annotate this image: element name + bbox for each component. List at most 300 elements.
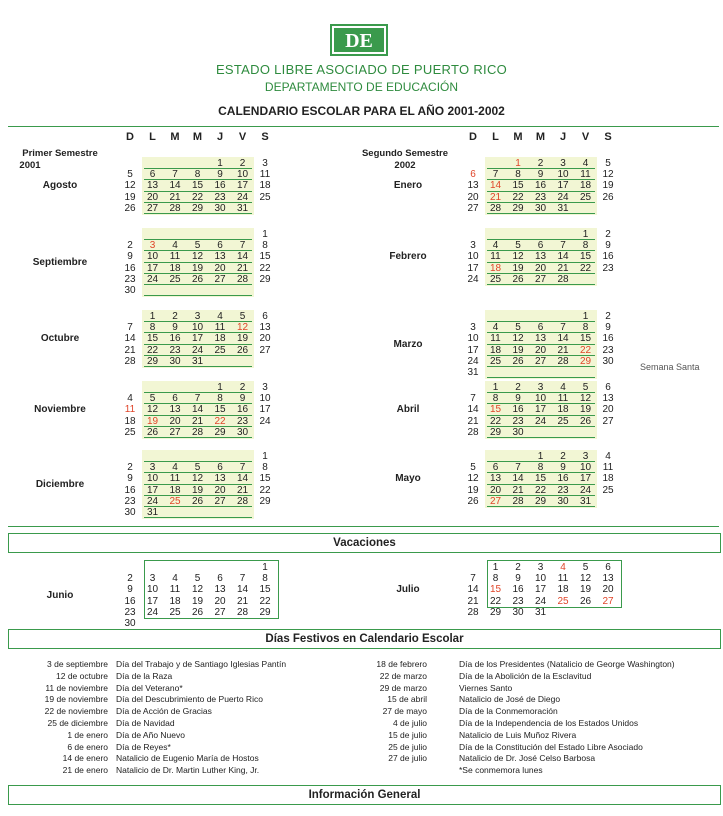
month-name: Septiembre: [32, 256, 88, 268]
holiday-name: Natalicio de Dr. Martin Luther King, Jr.: [116, 765, 260, 776]
holiday-date: 12 de octubre: [56, 670, 108, 681]
calendar-day: 9: [127, 584, 133, 596]
calendar-day: 20: [602, 584, 614, 596]
week-line: [487, 403, 596, 404]
calendar-day: 1: [582, 311, 589, 322]
calendar-day: 7: [239, 462, 246, 474]
calendar-day: 11: [169, 473, 181, 485]
calendar-day: 26: [579, 595, 592, 607]
calendar-day: 27: [489, 495, 502, 507]
calendar-day: 15: [489, 404, 502, 416]
week-line: [144, 484, 253, 485]
calendar-day: 2: [515, 562, 521, 573]
calendar-day: 30: [124, 507, 136, 518]
holiday-date: 29 de marzo: [379, 682, 427, 693]
calendar-day: 12: [579, 573, 592, 585]
calendar-day: 23: [602, 262, 614, 274]
calendar-day: 31: [146, 507, 159, 518]
calendar-day: 22: [489, 415, 502, 427]
calendar-day: 6: [217, 240, 223, 252]
calendar-day: 6: [262, 311, 268, 322]
calendar-day: 1: [515, 158, 521, 169]
calendar-day: 9: [605, 322, 611, 334]
calendar-day: 17: [534, 584, 547, 596]
calendar-day: 11: [169, 251, 181, 263]
calendar-day: 15: [259, 584, 271, 596]
calendar-day: 2: [239, 382, 246, 393]
calendar-day: 25: [579, 191, 592, 203]
calendar-day: 16: [512, 404, 524, 416]
calendar-day: 29: [259, 606, 271, 618]
calendar-day: 19: [579, 584, 592, 596]
holiday-name: Día de los Presidentes (Natalicio de George Washington): [459, 659, 675, 669]
holiday-name: Natalicio de José de Diego: [459, 694, 561, 705]
calendar-day: 1: [149, 311, 156, 322]
calendar-day: 22: [579, 262, 592, 274]
calendar-day: 10: [191, 322, 204, 334]
calendar-day: 20: [169, 415, 181, 427]
holiday-name: *Se conmemora lunes: [459, 765, 543, 776]
calendar-day: 11: [169, 584, 181, 596]
week-line: [144, 250, 253, 251]
calendar-day: 1: [537, 451, 544, 462]
calendar-day: 17: [259, 404, 271, 416]
calendar-day: 21: [467, 595, 479, 607]
calendar-day: 19: [467, 484, 479, 496]
calendar-day: 7: [239, 240, 246, 252]
calendar-day: 30: [124, 618, 136, 629]
calendar-day: 19: [579, 404, 592, 416]
calendar-day: 10: [146, 584, 159, 596]
month-name: Julio: [396, 584, 420, 595]
calendar-day: 27: [259, 344, 271, 356]
calendar-day: 8: [515, 169, 521, 181]
weekday-label: J: [216, 131, 224, 143]
calendar-day: 18: [124, 415, 136, 427]
week-line: [144, 506, 253, 507]
calendar-day: 5: [127, 169, 133, 181]
week-line: [144, 168, 253, 169]
calendar-day: 22: [579, 344, 592, 356]
week-line: [487, 495, 596, 496]
holiday-date: 3 de septiembre: [47, 659, 108, 669]
calendar-day: 29: [259, 495, 271, 507]
first-semester-label: Primer Semestre: [22, 148, 98, 159]
calendar-day: 29: [579, 355, 592, 367]
calendar-day: 30: [512, 426, 524, 438]
calendar-day: 27: [146, 202, 159, 214]
calendar-day: 10: [146, 251, 159, 263]
holiday-name: Día de la Raza: [116, 670, 173, 681]
calendar-day: 14: [467, 584, 479, 596]
weekday-label: J: [559, 131, 567, 143]
calendar-day: 12: [191, 584, 204, 596]
week-line: [487, 415, 596, 416]
calendar-day: 20: [467, 191, 479, 203]
calendar-day: 24: [236, 191, 249, 203]
calendar-day: 13: [467, 180, 479, 192]
calendar-day: 8: [492, 573, 499, 585]
weekday-label: S: [604, 131, 612, 143]
holiday-date: 25 de diciembre: [47, 718, 108, 728]
month-name: Diciembre: [35, 478, 85, 490]
calendar-day: 6: [172, 393, 178, 405]
calendar-day: 30: [534, 202, 547, 214]
calendar-day: 31: [557, 202, 569, 214]
calendar-day: 12: [191, 251, 204, 263]
calendar-day: 24: [191, 344, 204, 356]
calendar-day: 20: [602, 404, 614, 416]
calendar-day: 15: [214, 404, 226, 416]
calendar-day: 26: [191, 273, 204, 285]
calendar-day: 30: [602, 355, 614, 367]
calendar-day: 19: [191, 595, 204, 607]
calendar-day: 28: [489, 202, 502, 214]
info-section-header: [8, 785, 721, 805]
calendar-day: 18: [557, 584, 569, 596]
calendar-day: 1: [582, 229, 589, 240]
calendar-day: 28: [169, 202, 181, 214]
calendar-day: 28: [124, 355, 136, 367]
holiday-date: 18 de febrero: [376, 659, 427, 669]
week-line: [487, 179, 596, 180]
calendar-day: 26: [146, 426, 159, 438]
calendar-day: 17: [146, 262, 159, 274]
calendar-title: CALENDARIO ESCOLAR PARA EL AÑO 2001-2002: [218, 104, 505, 118]
calendar-day: 24: [146, 606, 159, 618]
week-line: [487, 484, 596, 485]
calendar-day: 28: [467, 426, 479, 438]
calendar-day: 9: [560, 462, 566, 474]
calendar-day: 6: [605, 382, 611, 393]
calendar-bottom-divider: [8, 526, 719, 527]
calendar-day: 14: [557, 333, 569, 345]
calendar-day: 16: [557, 473, 569, 485]
calendar-day: 7: [515, 462, 521, 474]
calendar-day: 6: [537, 240, 544, 252]
weekday-label: M: [535, 131, 546, 143]
calendar-day: 4: [217, 311, 223, 322]
holiday-name: Natalicio de Luis Muñoz Rivera: [459, 729, 577, 740]
calendar-day: 23: [557, 484, 569, 496]
holiday-date: 21 de enero: [62, 765, 108, 776]
holiday-name: Día de la Abolición de la Esclavitud: [459, 670, 592, 681]
calendar-day: 5: [194, 240, 201, 252]
calendar-day: 1: [262, 451, 268, 462]
calendar-day: 21: [169, 191, 181, 203]
calendar-day: 25: [557, 595, 569, 607]
holiday-date: 6 de enero: [67, 741, 108, 752]
holiday-name: Día de Año Nuevo: [116, 729, 185, 740]
calendar-day: 2: [172, 311, 178, 322]
festivos-section-header: [8, 629, 721, 649]
month-name: Enero: [393, 180, 423, 191]
calendar-day: 28: [236, 606, 249, 618]
holiday-name: Día de la Constitución del Estado Libre Asociado: [459, 741, 643, 752]
calendar-day: 17: [467, 344, 479, 356]
calendar-day: 4: [560, 562, 566, 573]
calendar-day: 27: [169, 426, 181, 438]
calendar-day: 13: [214, 473, 226, 485]
calendar-day: 16: [124, 595, 136, 607]
calendar-day: 12: [602, 169, 614, 181]
vacaciones-section-header: [8, 533, 721, 553]
calendar-day: 22: [534, 484, 547, 496]
calendar-day: 24: [534, 415, 547, 427]
week-line: [144, 472, 253, 473]
calendar-day: 14: [557, 251, 569, 263]
holiday-name: Día de Navidad: [116, 718, 175, 728]
calendar-day: 26: [467, 495, 479, 507]
calendar-day: 4: [605, 451, 611, 462]
calendar-day: 14: [489, 180, 502, 192]
calendar-day: 25: [124, 426, 136, 438]
calendar-day: 3: [470, 322, 476, 334]
calendar-day: 10: [146, 473, 159, 485]
week-line: [144, 321, 253, 322]
week-line: [144, 517, 253, 518]
week-line: [487, 332, 596, 333]
week-line: [487, 506, 596, 507]
calendar-day: 14: [236, 584, 249, 596]
calendar-day: 7: [560, 322, 566, 334]
logo-letters: DE: [345, 30, 373, 52]
calendar-day: 17: [534, 404, 547, 416]
weekday-label: M: [513, 131, 523, 143]
calendar-day: 1: [262, 562, 268, 573]
calendar-day: 13: [214, 251, 226, 263]
calendar-day: 4: [172, 462, 178, 474]
week-line: [487, 377, 596, 378]
calendar-day: 11: [214, 322, 226, 334]
calendar-day: 3: [560, 158, 566, 169]
calendar-day: 2: [515, 382, 521, 393]
calendar-day: 4: [172, 240, 178, 252]
calendar-day: 11: [124, 404, 136, 416]
calendar-day: 22: [191, 191, 204, 203]
calendar-day: 6: [217, 462, 223, 474]
calendar-day: 11: [259, 169, 271, 181]
holiday-name: Día de la Conmemoración: [459, 706, 558, 717]
calendar-day: 5: [149, 393, 156, 405]
calendar-day: 7: [127, 322, 133, 334]
holiday-name: Día del Descubrimiento de Puerto Rico: [116, 694, 263, 705]
calendar-day: 27: [214, 273, 226, 285]
calendar-day: 5: [515, 322, 521, 334]
calendar-day: 24: [534, 595, 547, 607]
holiday-name: Día de la Independencia de los Estados Unidos: [459, 718, 639, 728]
calendar-day: 8: [262, 573, 268, 585]
calendar-day: 6: [149, 169, 156, 181]
calendar-day: 10: [534, 393, 547, 405]
calendar-day: 25: [214, 344, 226, 356]
calendar-day: 5: [605, 158, 611, 169]
calendar-day: 8: [217, 393, 223, 405]
calendar-day: 25: [259, 191, 271, 203]
week-line: [487, 191, 596, 192]
calendar-day: 9: [537, 169, 544, 181]
calendar-day: 23: [124, 495, 136, 507]
holiday-date: 25 de julio: [388, 741, 427, 752]
calendar-day: 29: [191, 202, 204, 214]
calendar-day: 8: [582, 322, 589, 334]
calendar-day: 19: [191, 262, 204, 274]
week-line: [144, 179, 253, 180]
calendar-day: 1: [492, 562, 499, 573]
calendar-day: 29: [214, 426, 226, 438]
calendar-day: 9: [172, 322, 178, 334]
calendar-day: 22: [146, 344, 159, 356]
calendar-day: 13: [489, 473, 502, 485]
calendar-day: 23: [124, 273, 136, 285]
calendar-day: 6: [492, 462, 499, 474]
calendar-day: 18: [489, 344, 502, 356]
week-line: [144, 461, 253, 462]
holiday-date: 4 de julio: [392, 718, 427, 728]
calendar-day: 16: [124, 262, 136, 274]
calendar-day: 21: [512, 484, 524, 496]
weekday-label: S: [261, 131, 269, 143]
holiday-name: Día de Acción de Gracias: [116, 706, 212, 717]
calendar-day: 21: [467, 415, 479, 427]
week-line: [487, 392, 596, 393]
calendar-day: 13: [602, 393, 614, 405]
vacaciones-title: Vacaciones: [333, 537, 396, 549]
calendar-day: 5: [239, 311, 246, 322]
week-line: [487, 426, 596, 427]
calendar-day: 22: [259, 484, 271, 496]
calendar-day: 8: [262, 462, 268, 474]
calendar-day: 13: [214, 584, 226, 596]
calendar-day: 17: [146, 595, 159, 607]
calendar-day: 11: [557, 393, 569, 405]
calendar-day: 10: [259, 393, 271, 405]
month-name: Noviembre: [34, 404, 86, 415]
calendar-day: 29: [512, 202, 524, 214]
calendar-day: 28: [467, 606, 479, 618]
weekday-label: V: [581, 131, 590, 143]
second-semester-label: Segundo Semestre: [361, 148, 449, 159]
calendar-day: 18: [214, 333, 226, 345]
calendar-day: 23: [534, 191, 547, 203]
calendar-day: 24: [467, 273, 479, 285]
calendar-day: 20: [214, 595, 226, 607]
calendar-day: 21: [236, 484, 249, 496]
week-line: [487, 202, 596, 203]
calendar-day: 21: [557, 344, 569, 356]
calendar-day: 26: [191, 606, 204, 618]
week-line: [487, 472, 596, 473]
calendar-day: 7: [470, 573, 476, 585]
holiday-name: Día de Reyes*: [116, 741, 171, 752]
week-line: [487, 168, 596, 169]
week-line: [144, 426, 253, 427]
calendar-day: 4: [127, 393, 133, 405]
calendar-day: 7: [239, 573, 246, 585]
calendar-day: 26: [124, 202, 136, 214]
calendar-day: 16: [236, 404, 249, 416]
calendar-day: 13: [146, 180, 159, 192]
week-line: [144, 239, 253, 240]
calendar-day: 28: [236, 273, 249, 285]
calendar-day: 1: [262, 229, 268, 240]
calendar-day: 18: [259, 180, 271, 192]
weekday-label: D: [469, 131, 477, 143]
calendar-day: 8: [537, 462, 544, 474]
holiday-name: Día del Veterano*: [116, 682, 183, 693]
calendar-day: 30: [557, 495, 569, 507]
calendar-day: 20: [259, 333, 271, 345]
calendar-day: 30: [512, 606, 524, 618]
calendar-day: 2: [537, 158, 544, 169]
calendar-day: 15: [191, 180, 204, 192]
week-line: [487, 437, 596, 438]
calendar-day: 27: [534, 355, 547, 367]
calendar-day: 10: [467, 251, 479, 263]
calendar-day: 16: [124, 484, 136, 496]
calendar-day: 25: [169, 273, 181, 285]
calendar-day: 26: [602, 191, 614, 203]
calendar-day: 2: [560, 451, 566, 462]
calendar-day: 30: [169, 355, 181, 367]
calendar-day: 16: [534, 180, 547, 192]
semana-santa-label: Semana Santa: [640, 362, 700, 372]
calendar-day: 18: [169, 262, 181, 274]
holiday-date: 22 de marzo: [379, 670, 427, 681]
weekday-label: D: [126, 131, 134, 143]
calendar-day: 15: [489, 584, 502, 596]
calendar-day: 31: [467, 367, 479, 378]
month-name: Agosto: [42, 180, 78, 191]
calendar-day: 9: [127, 251, 133, 263]
calendar-day: 3: [262, 158, 268, 169]
month-name: Octubre: [40, 333, 80, 344]
week-line: [144, 273, 253, 274]
calendar-day: 11: [580, 169, 591, 181]
calendar-day: 13: [259, 322, 271, 334]
calendar-day: 27: [467, 202, 479, 214]
calendar-day: 26: [579, 415, 592, 427]
week-line: [144, 437, 253, 438]
calendar-day: 9: [217, 169, 223, 181]
calendar-day: 12: [146, 404, 159, 416]
calendar-day: 28: [557, 273, 569, 285]
calendar-day: 28: [512, 495, 524, 507]
week-line: [144, 355, 253, 356]
calendar-day: 18: [489, 262, 502, 274]
calendar-day: 13: [534, 333, 547, 345]
calendar-day: 15: [259, 473, 271, 485]
weekday-label: L: [149, 131, 156, 143]
calendar-day: 3: [582, 451, 589, 462]
week-line: [144, 403, 253, 404]
calendar-day: 27: [214, 606, 226, 618]
calendar-day: 4: [172, 573, 178, 585]
department-logo: [330, 24, 388, 56]
calendar-day: 4: [492, 322, 499, 334]
calendar-day: 19: [512, 262, 524, 274]
second-semester-year: 2002: [394, 160, 416, 171]
week-line: [144, 415, 253, 416]
week-line: [144, 284, 253, 285]
holiday-date: 19 de noviembre: [44, 694, 108, 705]
calendar-day: 14: [124, 333, 136, 345]
calendar-day: 17: [467, 262, 479, 274]
calendar-day: 22: [259, 262, 271, 274]
calendar-day: 19: [236, 333, 249, 345]
calendar-day: 20: [534, 262, 547, 274]
week-line: [487, 461, 596, 462]
